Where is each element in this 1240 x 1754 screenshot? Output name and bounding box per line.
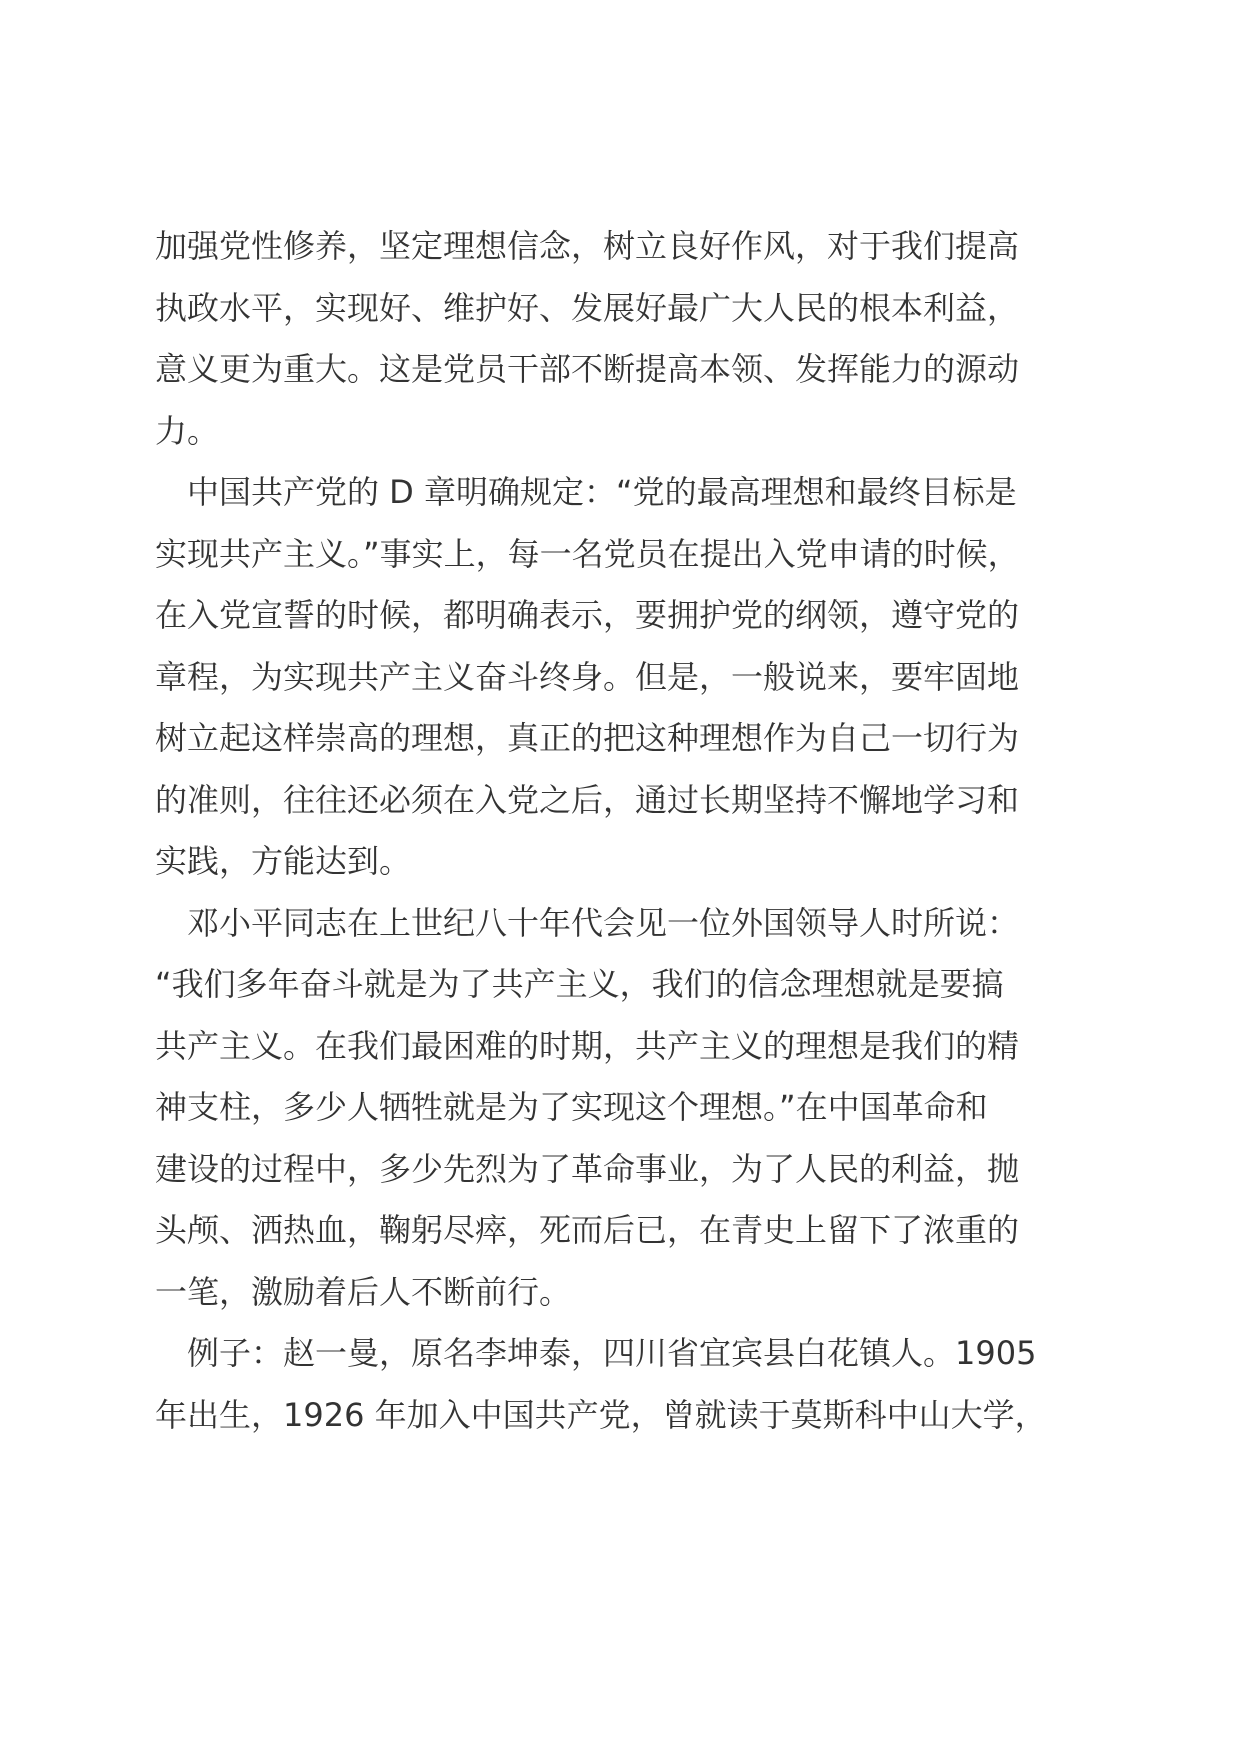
text-line: 力。	[155, 411, 220, 450]
text-line: 年出生，1926 年加入中国共产党，曾就读于莫斯科中山大学，	[155, 1395, 1047, 1434]
text-line: 意义更为重大。这是党员干部不断提高本领、发挥能力的源动	[155, 350, 1020, 388]
text-line: 实践，方能达到。	[155, 842, 412, 880]
text-line: 在入党宣誓的时候，都明确表示，要拥护党的纲领，遵守党的	[155, 596, 1020, 634]
text-line: 一笔，激励着后人不断前行。	[155, 1272, 572, 1311]
text-line: 邓小平同志在上世纪八十年代会见一位外国领导人时所说：	[155, 903, 1020, 942]
body-text	[155, 218, 1115, 1448]
text-line: 实现共产主义。”事实上，每一名党员在提出入党申请的时候，	[155, 534, 1020, 573]
text-line: 中国共产党的 D 章明确规定：“党的最高理想和最终目标是	[155, 473, 1017, 511]
text-line: 共产主义。在我们最困难的时期，共产主义的理想是我们的精	[155, 1026, 1020, 1065]
text-line: 例子：赵一曼，原名李坤泰，四川省宜宾县白花镇人。1905	[155, 1334, 1037, 1372]
text-line: 神支柱，多少人牺牲就是为了实现这个理想。”在中国革命和	[155, 1088, 988, 1126]
text-line: 建设的过程中，多少先烈为了革命事业，为了人民的利益，抛	[155, 1149, 1020, 1188]
text-line: 的准则，往往还必须在入党之后，通过长期坚持不懈地学习和	[155, 780, 1020, 819]
text-line: 章程，为实现共产主义奋斗终身。但是，一般说来，要牢固地	[155, 657, 1020, 696]
text-line: 加强党性修养，坚定理想信念，树立良好作风，对于我们提高	[155, 227, 1020, 265]
text-line: 头颅、洒热血，鞠躬尽瘁，死而后已，在青史上留下了浓重的	[155, 1211, 1020, 1249]
text-line: 树立起这样崇高的理想，真正的把这种理想作为自己一切行为	[155, 719, 1020, 757]
text-line: 执政水平，实现好、维护好、发展好最广大人民的根本利益，	[155, 288, 1020, 327]
text-line: “我们多年奋斗就是为了共产主义，我们的信念理想就是要搞	[155, 965, 1004, 1003]
